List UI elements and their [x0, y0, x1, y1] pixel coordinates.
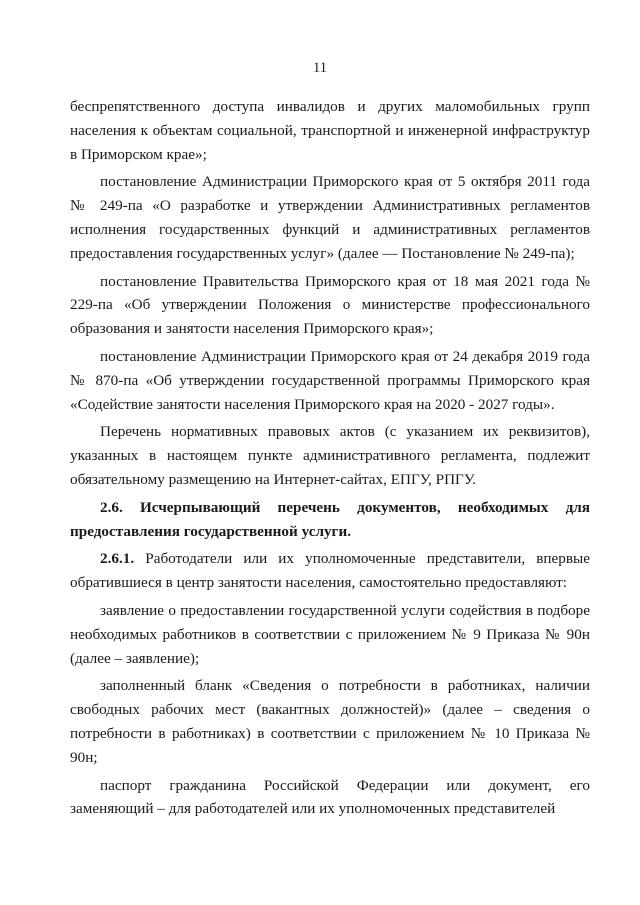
paragraph-list-publication: Перечень нормативных правовых актов (с указанием их реквизитов), указанных в настоящем пункте административного регламента, подлежит обязательному размещению на Интернет-сайтах, ЕПГУ, РПГУ.	[70, 423, 590, 488]
clause-text: Работодатели или их уполномоченные представители, впервые обратившиеся в центр занятости населения, самостоятельно предоставляют:	[70, 550, 590, 592]
paragraph-decree-870: постановление Администрации Приморского края от 24 декабря 2019 года № 870-па «Об утверждении государственной программы Приморского края «Содействие занятости населения Приморского края на 2020 - 2027 годы».	[70, 347, 590, 413]
paragraph-passport: паспорт гражданина Российской Федерации или документ, его заменяющий – для работодателей или их уполномоченных представителей	[70, 776, 590, 818]
clause-number: 2.6.1.	[100, 550, 135, 568]
paragraph-decree-249: постановление Администрации Приморского края от 5 октября 2011 года № 249-па «О разработке и утверждении Административных регламентов исполнения государственных функций и административных регламентов предоставления государственных услуг» (далее — Постановление № 249-па);	[70, 173, 590, 262]
document-body	[70, 95, 590, 825]
page-number: 11	[313, 60, 327, 76]
section-heading-2-6: 2.6. Исчерпывающий перечень документов, необходимых для предоставления государственной услуги.	[70, 498, 590, 540]
paragraph-application: заявление о предоставлении государственной услуги содействия в подборе необходимых работников в соответствии с приложением № 9 Приказа № 90н (далее – заявление);	[70, 601, 590, 667]
paragraph-continuation: беспрепятственного доступа инвалидов и других маломобильных групп населения к объектам социальной, транспортной и инженерной инфраструктур в Приморском крае»;	[70, 98, 590, 163]
paragraph-decree-229: постановление Правительства Приморского края от 18 мая 2021 года № 229-па «Об утверждении Положения о министерстве профессионального образования и занятости населения Приморского края»;	[70, 272, 590, 338]
paragraph-2-6-1	[70, 547, 590, 595]
paragraph-vacancy-form: заполненный бланк «Сведения о потребности в работниках, наличии свободных рабочих мест (вакантных должностей)» (далее – сведения о потребности в работниках) в соответствии с приложением № 10 Приказа № 90н;	[70, 677, 590, 766]
